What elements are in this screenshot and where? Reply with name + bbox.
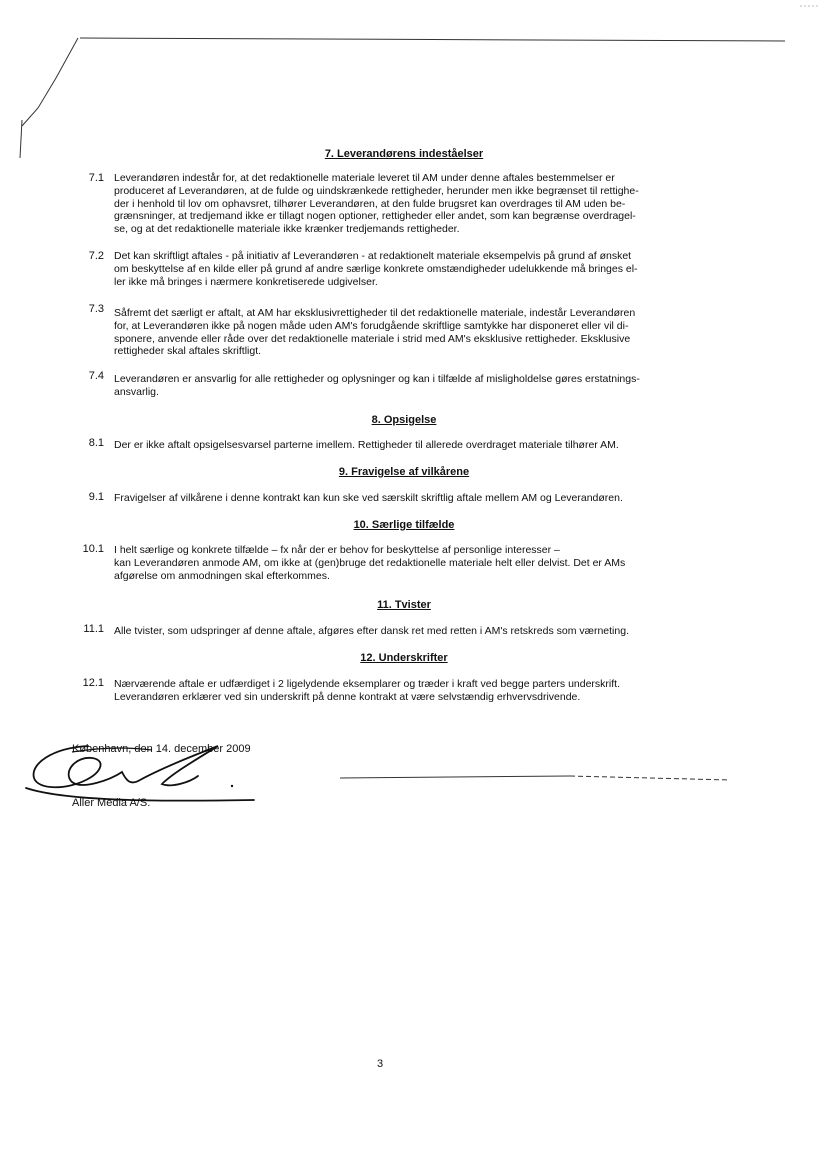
clause-number-7-3: 7.3 (88, 303, 104, 315)
clause-text-8-1: Der er ikke aftalt opsigelsesvarsel parterne imellem. Rettigheder til allerede overdraget materiale tilhører AM. (114, 439, 619, 451)
signature-company: Aller Media A/S: (72, 797, 151, 809)
clause-text-10-1: I helt særlige og konkrete tilfælde – fx når der er behov for beskyttelse af personlige interesser – kan Leverandøren anmode AM, om ikke at (gen)bruge det redaktionelle materiale helt eller delvist. Det er AMs afgørelse om anmodningen skal efterkommes. (114, 544, 626, 582)
clause-number-11-1: 11.1 (83, 623, 104, 635)
clause-text-7-2: Det kan skriftligt aftales - på initiativ af Leverandøren - at redaktionelt materiale eksempelvis på grund af ønsket om beskyttelse af en kilde eller på grund af andre særlige konkrete omstændigheder udelukkende må bringes el- ler ikke må bringes i nærmere konkretiserede udgivelser. (114, 250, 638, 288)
clause-number-9-1: 9.1 (88, 491, 104, 503)
signature-place-date: København, den 14. december 2009 (72, 743, 251, 755)
clause-number-8-1: 8.1 (88, 437, 104, 449)
section-heading-12: 12. Underskrifter (360, 652, 448, 664)
section-heading-9: 9. Fravigelse af vilkårene (338, 466, 470, 478)
clause-text-7-3: Såfremt det særligt er aftalt, at AM har eksklusivrettigheder til det redaktionelle materiale, indestår Leverandøren for, at Leverandøren ikke på nogen måde uden AM's forudgående skriftlige samtykke har disponeret eller vil di- sponere, anvende eller råde over det redaktionelle materiale i strid med AM's eksklusive rettigheder. Eksklusive rettigheder skal aftales skriftligt. (114, 307, 636, 358)
clause-number-12-1: 12.1 (82, 677, 104, 689)
clause-number-10-1: 10.1 (82, 543, 104, 555)
clause-text-9-1: Fravigelser af vilkårene i denne kontrakt kan kun ske ved særskilt skriftlig aftale mellem AM og Leverandøren. (114, 492, 623, 504)
clause-text-7-1: Leverandøren indestår for, at det redaktionelle materiale leveret til AM under denne aftales bestemmelser er produceret af Leverandøren, at de fulde og uindskrænkede rettigheder, herunder men ikke begrænset til rettighe- der i henhold til lov om ophavsret, tilhører Leverandøren, at den fulde brugsret kan overdrages til AM uden be- grænsninger, at tredjemand ikke er tillagt nogen optioner, rettigheder eller andet, som kan begrænse overdragel- se, og at det redaktionelle materiale ikke krænker tredjemands rettigheder. (114, 172, 639, 236)
top-rule (80, 38, 785, 41)
signature-line (340, 772, 730, 786)
section-heading-8: 8. Opsigelse (371, 414, 437, 426)
section-heading-11: 11. Tvister (377, 599, 431, 611)
clause-number-7-2: 7.2 (88, 250, 104, 262)
clause-text-7-4: Leverandøren er ansvarlig for alle rettigheder og oplysninger og kan i tilfælde af misligholdelse gøres erstatnings- ansvarlig. (114, 373, 640, 398)
clause-number-7-1: 7.1 (88, 172, 104, 184)
margin-stroke-vertical (20, 120, 22, 158)
section-heading-10: 10. Særlige tilfælde (353, 519, 455, 531)
margin-stroke (22, 38, 78, 126)
clause-text-12-1: Nærværende aftale er udfærdiget i 2 ligelydende eksemplarer og træder i kraft ved begge parters underskrift. Leverandøren erklærer ved sin underskrift på denne kontrakt at være selvstændig erhvervsdrivende. (114, 678, 621, 703)
section-heading-7: 7. Leverandørens indeståelser (324, 148, 484, 160)
page-number: 3 (376, 1058, 384, 1070)
clause-text-11-1: Alle tvister, som udspringer af denne aftale, afgøres efter dansk ret med retten i AM's retskreds som værneting. (114, 625, 629, 637)
clause-number-7-4: 7.4 (88, 370, 104, 382)
